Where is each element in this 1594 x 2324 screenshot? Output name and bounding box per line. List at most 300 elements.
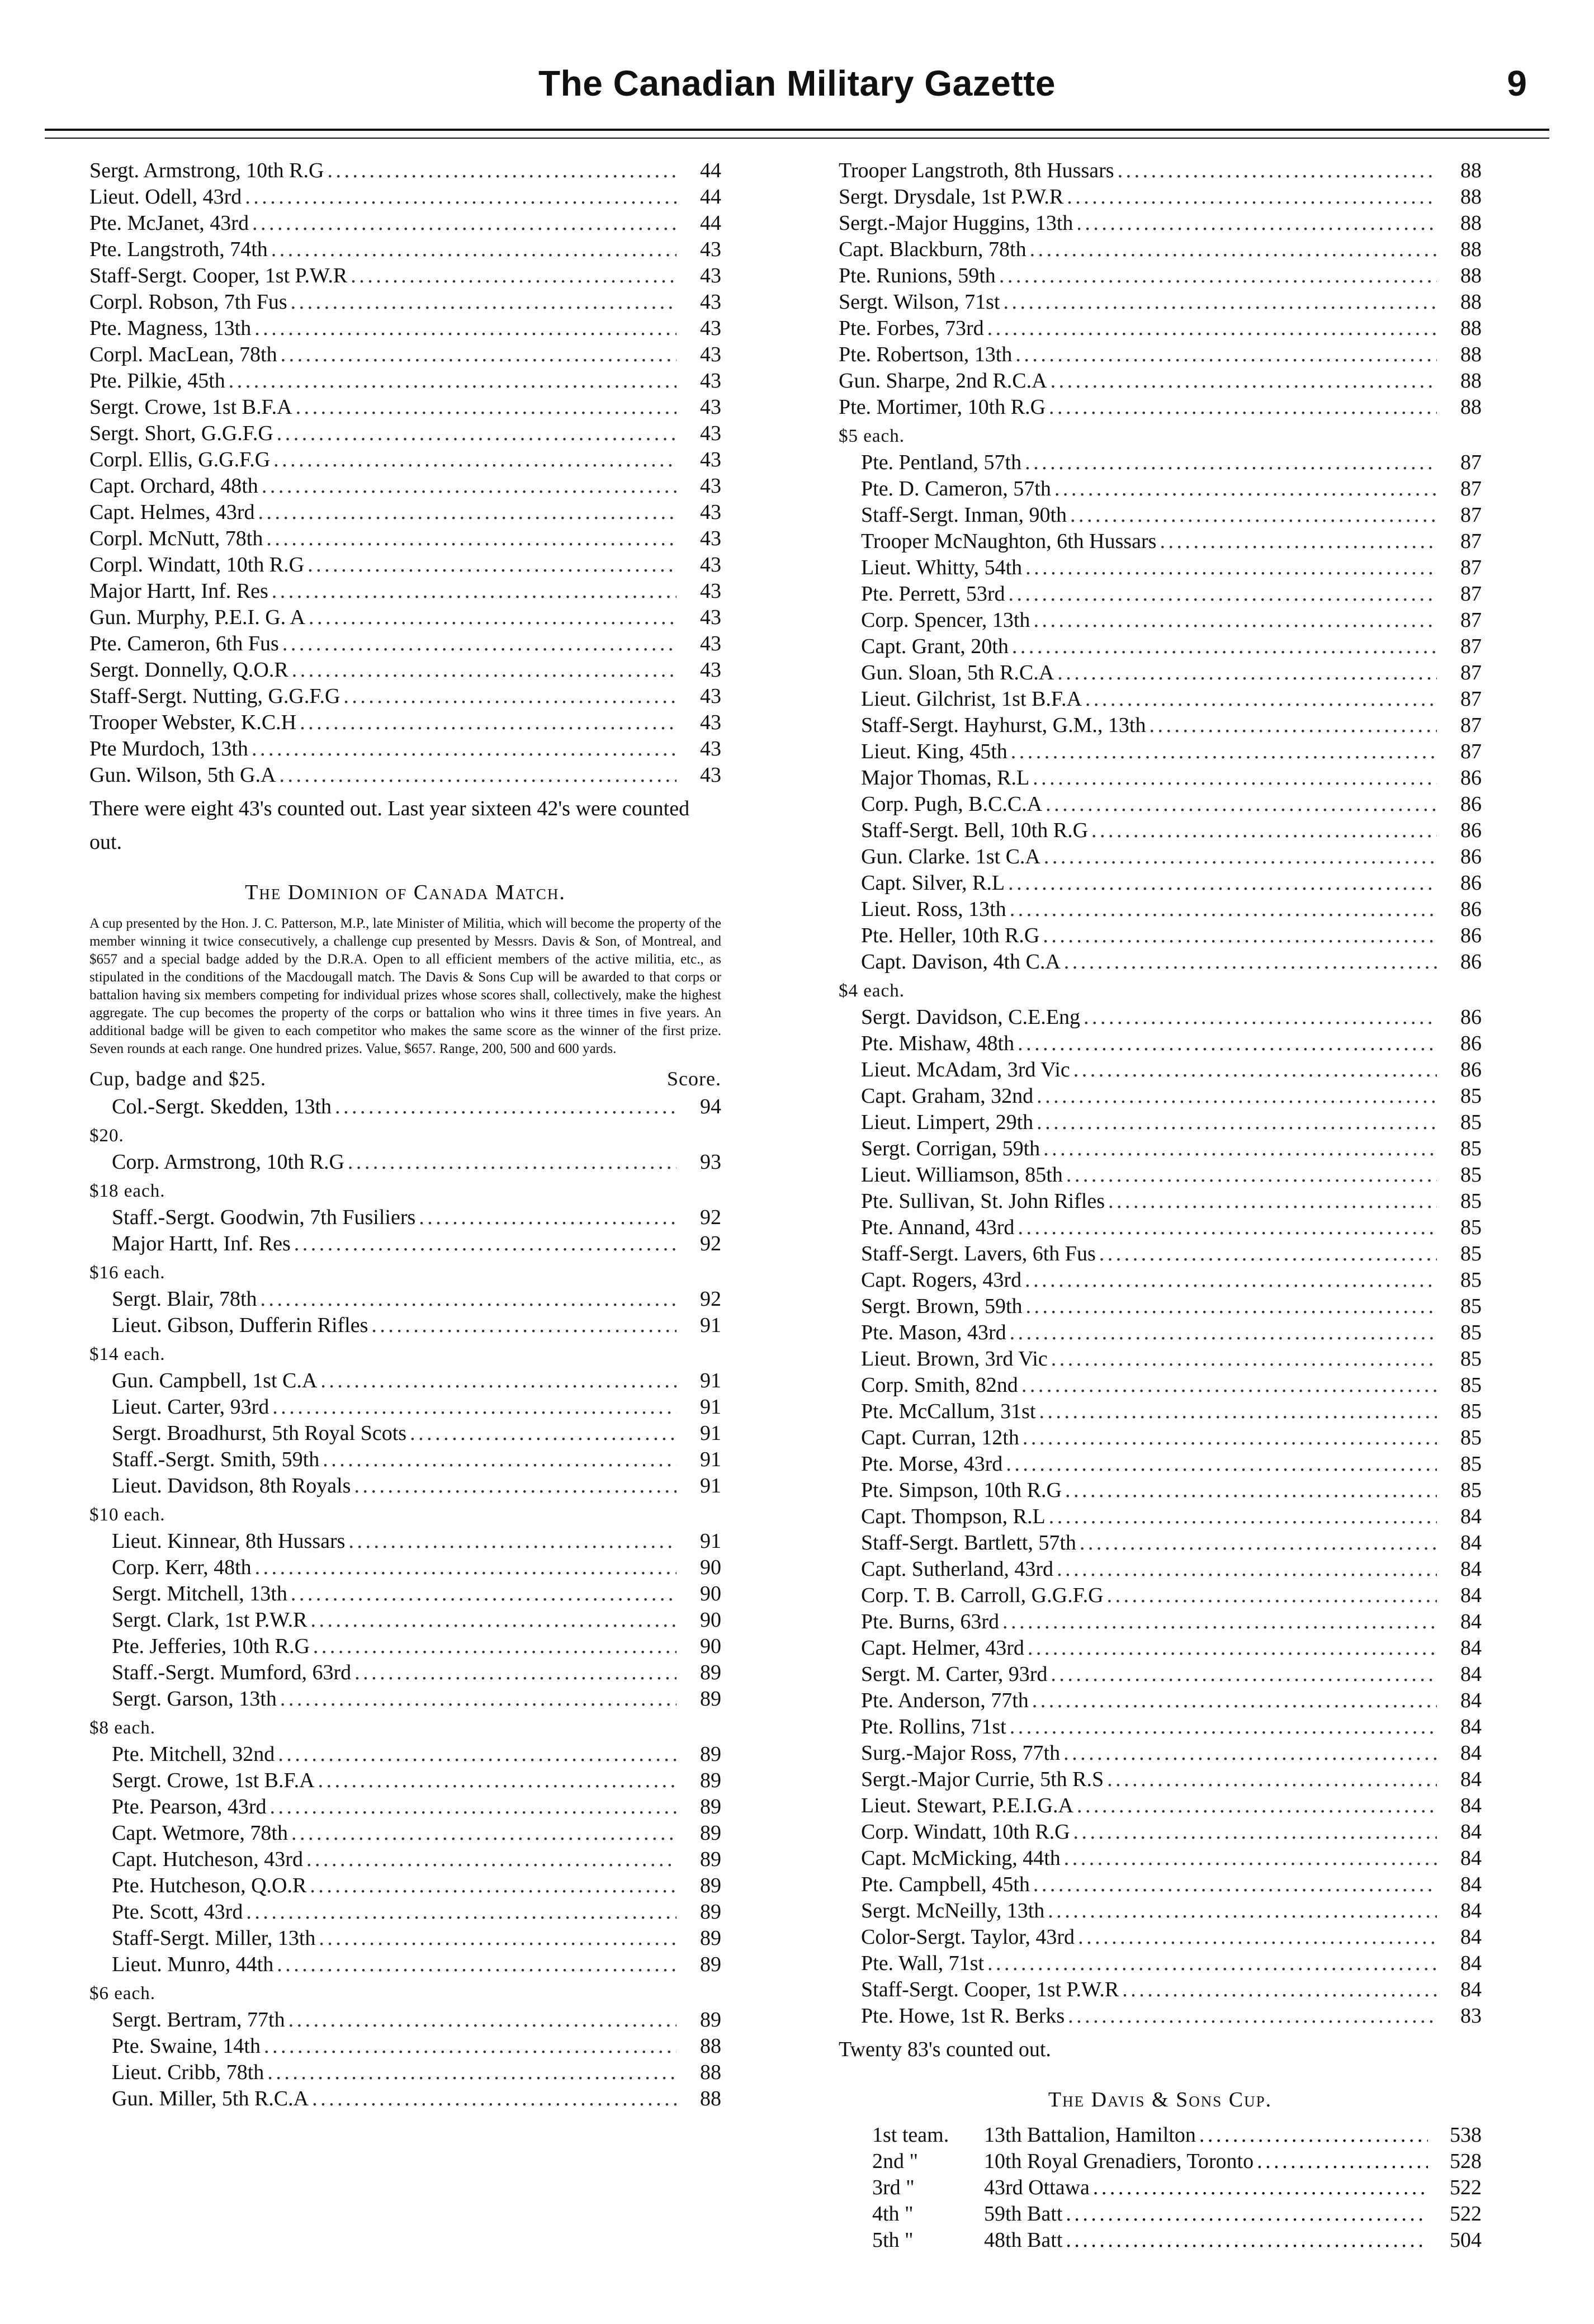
competitor-name: Pte. Wall, 71st — [861, 1952, 985, 1975]
competitor-name: Lieut. Odell, 43rd — [89, 185, 242, 209]
score-row — [861, 1293, 1482, 1320]
score-row — [861, 1057, 1482, 1083]
score-row — [839, 158, 1482, 184]
header-rule — [45, 129, 1549, 139]
match-title: The Dominion of Canada Match. — [245, 881, 566, 904]
score-row — [89, 394, 721, 421]
score-row — [861, 1793, 1482, 1819]
score-row — [112, 2086, 721, 2112]
score-row — [89, 604, 721, 631]
score-value: 43 — [700, 579, 721, 603]
competitor-name: Pte. Jefferies, 10th R.G — [112, 1635, 310, 1658]
score-value: 86 — [1460, 1032, 1482, 1055]
team-score: 522 — [1450, 2176, 1482, 2199]
score-row — [861, 1162, 1482, 1188]
prize-group-heading: $10 each. — [89, 1505, 165, 1525]
score-row — [112, 2060, 721, 2086]
score-row — [861, 1346, 1482, 1372]
competitor-name: Staff-Sergt. Bartlett, 57th — [861, 1531, 1076, 1555]
dot-leader — [1063, 1740, 1437, 1766]
match-description: A cup presented by the Hon. J. C. Patterson, M.P., late Minister of Militia, which will become the property of the member winning it twice consecutively, a challenge cup presented by Messrs. Davis & Son, of Montreal, and $657 and a special badge added by the D.R.A. Open to all efficient members of the active militia, etc., as stipulated in the conditions of the Macdougall match. The Davis & Sons Cup will be awarded to that corps or battalion having six members competing for individual prizes whose scores shall, collectively, make the highest aggregate. The cup becomes the property of the corps or battalion who wins it three times in five years. An additional badge will be given to each competitor who makes the same score as the winner of the first prize. Seven rounds at each range. One hundred prizes. Value, $657. Range, 200, 500 and 600 yards. — [89, 916, 721, 1056]
score-value: 85 — [1460, 1189, 1482, 1213]
dot-leader — [1080, 1530, 1437, 1556]
dot-leader — [1051, 1346, 1437, 1372]
competitor-name: Lieut. Limpert, 29th — [861, 1111, 1034, 1134]
score-value: 89 — [700, 1874, 721, 1897]
team-row — [839, 2201, 1482, 2227]
dot-leader — [291, 289, 677, 315]
dot-leader — [1257, 2148, 1428, 2175]
score-row — [861, 1188, 1482, 1215]
score-value: 87 — [1460, 503, 1482, 527]
score-value: 85 — [1460, 1084, 1482, 1108]
prize-group-rows — [89, 1368, 721, 1499]
score-value: 43 — [700, 500, 721, 524]
score-row — [861, 1215, 1482, 1241]
score-row — [861, 1136, 1482, 1162]
dot-leader — [1070, 502, 1437, 528]
dot-leader — [308, 552, 677, 578]
score-row — [112, 1925, 721, 1952]
competitor-name: Capt. Hutcheson, 43rd — [112, 1848, 303, 1871]
competitor-name: Capt. Orchard, 48th — [89, 474, 258, 498]
competitor-name: Sergt. Armstrong, 10th R.G — [89, 159, 324, 182]
competitor-name: Sergt.-Major Currie, 5th R.S — [861, 1768, 1104, 1791]
score-row — [112, 1820, 721, 1846]
score-value: 43 — [700, 369, 721, 393]
score-value: 43 — [700, 448, 721, 471]
dot-leader — [300, 710, 677, 736]
competitor-name: Staff-Sergt. Nutting, G.G.F.G — [89, 684, 340, 708]
dot-leader — [1023, 1425, 1437, 1451]
dot-leader — [1028, 1635, 1437, 1661]
competitor-name: Trooper Langstroth, 8th Hussars — [839, 159, 1114, 182]
score-row — [112, 1768, 721, 1794]
score-row — [861, 791, 1482, 818]
score-row — [112, 1312, 721, 1339]
score-value: 84 — [1460, 1899, 1482, 1923]
prize-groups — [89, 1094, 721, 2112]
score-value: 87 — [1460, 530, 1482, 553]
competitor-name: Trooper Webster, K.C.H — [89, 711, 297, 734]
competitor-name: Pte. Hutcheson, Q.O.R — [112, 1874, 307, 1897]
dot-leader — [258, 499, 677, 526]
dot-leader — [273, 447, 677, 473]
competitor-name: Sergt. Crowe, 1st B.F.A — [112, 1769, 315, 1792]
score-value: 88 — [1460, 369, 1482, 393]
score-row — [861, 1477, 1482, 1504]
competitor-name: Lieut. Gibson, Dufferin Rifles — [112, 1314, 368, 1337]
score-value: 92 — [700, 1232, 721, 1255]
dot-leader — [1057, 660, 1437, 686]
competitor-name: Capt. McMicking, 44th — [861, 1846, 1061, 1870]
prize-group-heading: $5 each. — [839, 426, 905, 446]
competitor-name: Sergt. McNeilly, 13th — [861, 1899, 1045, 1923]
prize-group-rows — [89, 1741, 721, 1978]
score-row — [112, 1581, 721, 1607]
dot-leader — [1032, 1688, 1437, 1714]
score-value: 84 — [1460, 1952, 1482, 1975]
competitor-name: Sergt. Garson, 13th — [112, 1687, 277, 1711]
score-heading: Score. — [667, 1067, 721, 1090]
team-row — [839, 2227, 1482, 2254]
score-value: 43 — [700, 763, 721, 787]
competitor-name: Sergt. M. Carter, 93rd — [861, 1662, 1048, 1686]
score-value: 91 — [700, 1474, 721, 1498]
score-row — [89, 421, 721, 447]
competitor-name: Staff-Sergt. Bell, 10th R.G — [861, 819, 1089, 842]
score-row — [839, 210, 1482, 237]
dot-leader — [1199, 2122, 1428, 2148]
dot-leader — [270, 1794, 677, 1820]
dot-leader — [354, 1473, 677, 1499]
competitor-name: Corpl. Ellis, G.G.F.G — [89, 448, 271, 471]
competitor-name: Lieut. Kinnear, 8th Hussars — [112, 1529, 346, 1553]
competitor-name: Pte. Magness, 13th — [89, 317, 252, 340]
score-row — [112, 1420, 721, 1447]
score-row — [89, 210, 721, 237]
score-value: 88 — [700, 2087, 721, 2110]
score-value: 87 — [1460, 556, 1482, 579]
competitor-name: Capt. Sutherland, 43rd — [861, 1557, 1054, 1581]
score-value: 88 — [1460, 264, 1482, 287]
score-row — [839, 289, 1482, 315]
score-value: 43 — [700, 264, 721, 287]
score-row — [112, 1394, 721, 1420]
competitor-name: Corpl. MacLean, 78th — [89, 343, 277, 366]
competitor-name: Pte. Pilkie, 45th — [89, 369, 225, 393]
dot-leader — [351, 263, 677, 289]
dot-leader — [282, 631, 677, 657]
competitor-name: Major Hartt, Inf. Res — [112, 1232, 291, 1255]
score-value: 84 — [1460, 1741, 1482, 1765]
team-score: 538 — [1450, 2123, 1482, 2147]
team-place: 1st team. — [872, 2123, 949, 2147]
dot-leader — [1025, 1267, 1437, 1293]
competitor-name: Col.-Sergt. Skedden, 13th — [112, 1095, 332, 1118]
cup-title: The Davis & Sons Cup. — [1048, 2088, 1273, 2112]
dot-leader — [1043, 1136, 1437, 1162]
prize-groups — [839, 423, 1482, 2029]
score-row — [861, 1688, 1482, 1714]
dot-leader — [419, 1204, 677, 1231]
score-value: 89 — [700, 1848, 721, 1871]
dot-leader — [1037, 1109, 1437, 1136]
score-row — [861, 949, 1482, 975]
score-value: 87 — [1460, 608, 1482, 632]
score-row — [89, 578, 721, 604]
competitor-name: Pte. Langstroth, 74th — [89, 238, 268, 261]
competitor-name: Corp. Kerr, 48th — [112, 1556, 252, 1579]
prize-group-heading: $16 each. — [89, 1263, 165, 1283]
competitor-name: Capt. Helmer, 43rd — [861, 1636, 1024, 1660]
dot-leader — [1066, 2227, 1428, 2254]
score-value: 43 — [700, 553, 721, 577]
competitor-name: Staff-Sergt. Hayhurst, G.M., 13th — [861, 714, 1146, 737]
competitor-name: Corp. Pugh, B.C.C.A — [861, 792, 1043, 816]
score-value: 43 — [700, 684, 721, 708]
score-value: 86 — [1460, 792, 1482, 816]
dot-leader — [1012, 634, 1437, 660]
right-column — [839, 158, 1482, 2254]
score-row — [861, 1320, 1482, 1346]
competitor-name: Pte Murdoch, 13th — [89, 737, 248, 761]
competitor-name: Gun. Miller, 5th R.C.A — [112, 2087, 309, 2110]
dot-leader — [1065, 1477, 1437, 1504]
competitor-name: Corp. Spencer, 13th — [861, 608, 1030, 632]
dot-leader — [1077, 1793, 1437, 1819]
competitor-name: Pte. Perrett, 53rd — [861, 582, 1005, 606]
prize-group-heading: $6 each. — [89, 1983, 155, 2004]
dot-leader — [294, 1231, 677, 1257]
dot-leader — [278, 1741, 677, 1768]
competitor-name: Lieut. Davidson, 8th Royals — [112, 1474, 351, 1498]
score-value: 88 — [700, 2061, 721, 2084]
score-value: 86 — [1460, 766, 1482, 790]
dot-leader — [1091, 818, 1437, 844]
dot-leader — [319, 1925, 677, 1952]
score-value: 84 — [1460, 1925, 1482, 1949]
competitor-name: Pte. Sullivan, St. John Rifles — [861, 1189, 1105, 1213]
score-value: 43 — [700, 474, 721, 498]
score-value: 90 — [700, 1608, 721, 1632]
score-value: 85 — [1460, 1400, 1482, 1423]
competitor-name: Lieut. Stewart, P.E.I.G.A — [861, 1794, 1073, 1817]
competitor-name: Sergt. Donnelly, Q.O.R — [89, 658, 288, 682]
score-row — [112, 1794, 721, 1820]
competitor-name: Pte. D. Cameron, 57th — [861, 477, 1051, 500]
score-value: 87 — [1460, 477, 1482, 500]
dot-leader — [254, 315, 677, 342]
score-value: 86 — [1460, 871, 1482, 895]
score-row — [861, 1819, 1482, 1845]
dot-leader — [229, 368, 677, 394]
competitor-name: Sergt. Broadhurst, 5th Royal Scots — [112, 1421, 407, 1445]
score-row — [861, 1740, 1482, 1766]
score-value: 94 — [700, 1095, 721, 1118]
dot-leader — [296, 394, 677, 421]
score-row — [89, 736, 721, 762]
competitor-name: Sergt. Mitchell, 13th — [112, 1582, 287, 1605]
dot-leader — [1054, 476, 1437, 502]
dot-leader — [348, 1528, 677, 1555]
score-row — [861, 739, 1482, 765]
score-row — [112, 1368, 721, 1394]
score-row — [861, 1845, 1482, 1872]
score-value: 89 — [700, 1900, 721, 1924]
score-row — [861, 1977, 1482, 2003]
dot-leader — [292, 657, 677, 683]
score-row — [861, 2003, 1482, 2029]
score-value: 85 — [1460, 1242, 1482, 1265]
competitor-name: Pte. Forbes, 73rd — [839, 317, 984, 340]
score-value: 86 — [1460, 924, 1482, 947]
score-row — [861, 1083, 1482, 1109]
score-value: 43 — [700, 527, 721, 550]
team-place: 4th " — [872, 2202, 914, 2226]
dot-leader — [1066, 2201, 1428, 2227]
score-row — [112, 1633, 721, 1660]
score-value: 85 — [1460, 1163, 1482, 1187]
team-place: 3rd " — [872, 2176, 915, 2199]
dot-leader — [1051, 1661, 1437, 1688]
team-score: 528 — [1450, 2150, 1482, 2173]
dot-leader — [1078, 1924, 1437, 1950]
score-value: 44 — [700, 185, 721, 209]
dot-leader — [1107, 1583, 1437, 1609]
team-row — [839, 2148, 1482, 2175]
score-row — [89, 237, 721, 263]
competitor-name: Capt. Curran, 12th — [861, 1426, 1019, 1449]
competitor-name: Staff.-Sergt. Mumford, 63rd — [112, 1661, 352, 1684]
competitor-name: Lieut. Munro, 44th — [112, 1953, 274, 1976]
dot-leader — [1057, 1556, 1437, 1583]
competitor-name: Lieut. McAdam, 3rd Vic — [861, 1058, 1070, 1081]
score-value: 91 — [700, 1395, 721, 1419]
score-value: 85 — [1460, 1295, 1482, 1318]
score-row — [861, 634, 1482, 660]
competitor-name: Sergt. Clark, 1st P.W.R — [112, 1608, 308, 1632]
dot-leader — [1002, 1609, 1437, 1635]
score-value: 84 — [1460, 1873, 1482, 1896]
competitor-name: Sergt. Short, G.G.F.G — [89, 422, 273, 445]
cup-heading: Cup, badge and $25. — [89, 1067, 266, 1090]
score-value: 88 — [700, 2034, 721, 2058]
competitor-name: Gun. Murphy, P.E.I. G. A — [89, 606, 305, 629]
competitor-name: Staff-Sergt. Cooper, 1st P.W.R — [861, 1978, 1119, 2001]
competitor-name: Pte. Rollins, 71st — [861, 1715, 1006, 1739]
dot-leader — [309, 604, 677, 631]
dot-leader — [1010, 896, 1437, 923]
score-value: 84 — [1460, 1978, 1482, 2001]
score-row — [861, 844, 1482, 870]
competitor-name: Gun. Clarke. 1st C.A — [861, 845, 1040, 868]
score-value: 89 — [700, 1661, 721, 1684]
score-value: 88 — [1460, 238, 1482, 261]
competitor-name: Sergt. Bertram, 77th — [112, 2008, 285, 2032]
competitor-name: Corp. Armstrong, 10th R.G — [112, 1150, 344, 1174]
competitor-name: Corpl. Robson, 7th Fus — [89, 290, 287, 314]
score-value: 93 — [700, 1150, 721, 1174]
prize-group-rows — [89, 2007, 721, 2112]
dot-leader — [1025, 450, 1437, 476]
score-row — [861, 502, 1482, 528]
score-value: 85 — [1460, 1321, 1482, 1344]
competitor-name: Sergt.-Major Huggins, 13th — [839, 211, 1073, 235]
dot-leader — [1010, 1714, 1437, 1740]
score-row — [861, 1583, 1482, 1609]
score-value: 43 — [700, 238, 721, 261]
dot-leader — [272, 1394, 677, 1420]
score-row — [861, 1241, 1482, 1267]
page-number: 9 — [1507, 63, 1527, 103]
score-value: 88 — [1460, 343, 1482, 366]
dot-leader — [306, 1846, 677, 1873]
score-value: 86 — [1460, 1058, 1482, 1081]
score-value: 85 — [1460, 1479, 1482, 1502]
dot-leader — [335, 1094, 677, 1120]
competitor-name: Pte. Mason, 43rd — [861, 1321, 1006, 1344]
score-value: 85 — [1460, 1452, 1482, 1476]
score-row — [89, 499, 721, 526]
score-value: 88 — [1460, 159, 1482, 182]
competitor-name: Capt. Blackburn, 78th — [839, 238, 1027, 261]
competitor-name: Pte. Heller, 10th R.G — [861, 924, 1040, 947]
score-row — [89, 263, 721, 289]
score-row — [861, 581, 1482, 607]
competitor-name: Sergt. Brown, 59th — [861, 1295, 1023, 1318]
score-value: 84 — [1460, 1505, 1482, 1528]
dot-leader — [1064, 949, 1437, 975]
dot-leader — [280, 1686, 677, 1712]
score-value: 44 — [700, 159, 721, 182]
score-list — [839, 158, 1482, 421]
dot-leader — [1008, 870, 1437, 896]
competitor-name: Pte. Annand, 43rd — [861, 1216, 1015, 1239]
publication-title: The Canadian Military Gazette — [538, 63, 1056, 103]
dot-leader — [348, 1149, 677, 1175]
score-row — [861, 1898, 1482, 1924]
score-row — [861, 1267, 1482, 1293]
score-value: 84 — [1460, 1715, 1482, 1739]
competitor-name: Capt. Thompson, R.L — [861, 1505, 1046, 1528]
dot-leader — [277, 1952, 677, 1978]
score-row — [861, 1399, 1482, 1425]
page-header — [45, 63, 1549, 124]
dot-leader — [1026, 1293, 1437, 1320]
competitor-name: Corp. T. B. Carroll, G.G.F.G — [861, 1584, 1104, 1607]
score-row — [861, 1109, 1482, 1136]
competitor-name: Staff-Sergt. Lavers, 6th Fus — [861, 1242, 1096, 1265]
score-row — [861, 1004, 1482, 1031]
competitor-name: Capt. Graham, 32nd — [861, 1084, 1034, 1108]
score-value: 43 — [700, 632, 721, 655]
score-row — [861, 686, 1482, 712]
dot-leader — [262, 473, 677, 499]
score-row — [839, 315, 1482, 342]
score-row — [89, 710, 721, 736]
dot-leader — [1015, 342, 1437, 368]
dot-leader — [261, 1286, 677, 1312]
score-row — [112, 1094, 721, 1120]
dot-leader — [252, 736, 677, 762]
dot-leader — [281, 342, 677, 368]
prize-group-rows — [839, 450, 1482, 975]
score-row — [861, 1530, 1482, 1556]
competitor-name: Pte. Runions, 59th — [839, 264, 996, 287]
competitor-name: Major Thomas, R.L — [861, 766, 1030, 790]
score-value: 89 — [700, 1795, 721, 1818]
score-value: 85 — [1460, 1111, 1482, 1134]
competitor-name: Pte. Scott, 43rd — [112, 1900, 243, 1924]
dot-leader — [1048, 1898, 1437, 1924]
competitor-name: Major Hartt, Inf. Res — [89, 579, 268, 603]
dot-leader — [354, 1660, 677, 1686]
prize-group-heading: $18 each. — [89, 1181, 165, 1201]
score-value: 88 — [1460, 211, 1482, 235]
score-row — [861, 818, 1482, 844]
score-row — [861, 476, 1482, 502]
competitor-name: Corpl. McNutt, 78th — [89, 527, 263, 550]
score-value: 86 — [1460, 898, 1482, 921]
team-name: 59th Batt — [984, 2202, 1063, 2226]
dot-leader — [343, 683, 677, 710]
score-value: 87 — [1460, 740, 1482, 763]
score-row — [861, 1950, 1482, 1977]
score-value: 89 — [700, 1742, 721, 1766]
competitor-name: Pte. Anderson, 77th — [861, 1689, 1029, 1712]
score-value: 43 — [700, 422, 721, 445]
